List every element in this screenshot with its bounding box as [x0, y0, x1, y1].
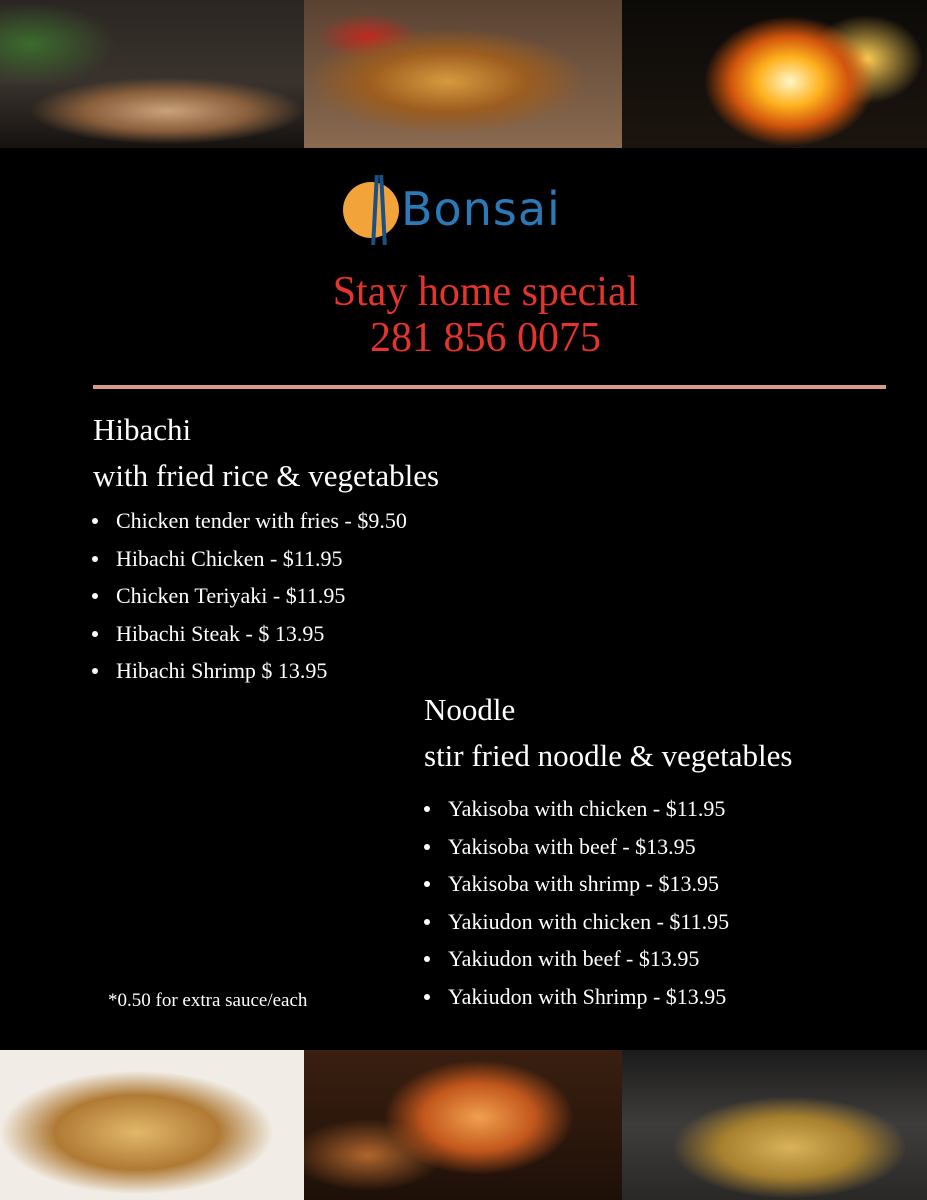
hibachi-subtitle: with fried rice & vegetables [93, 458, 440, 493]
hibachi-title: Hibachi [93, 412, 192, 447]
photo-yakisoba [304, 0, 622, 148]
bonsai-logo [343, 175, 588, 245]
menu-item: Yakiudon with beef - $13.95 [424, 946, 729, 984]
noodle-title: Noodle [424, 692, 516, 727]
menu-item: Hibachi Chicken - $11.95 [92, 546, 407, 584]
photo-flame [622, 0, 927, 148]
photo-hibachi-chicken [0, 0, 304, 148]
menu-item: Yakisoba with chicken - $11.95 [424, 796, 729, 834]
photo-shrimp [304, 1050, 622, 1200]
menu-item: Chicken tender with fries - $9.50 [92, 508, 407, 546]
top-photo-strip [0, 0, 927, 148]
menu-item: Hibachi Steak - $ 13.95 [92, 621, 407, 659]
hibachi-menu-list [92, 508, 407, 696]
menu-item: Yakiudon with Shrimp - $13.95 [424, 984, 729, 1022]
extra-sauce-note: *0.50 for extra sauce/each [108, 990, 308, 1011]
noodle-menu-list [424, 796, 729, 1022]
menu-item: Chicken Teriyaki - $11.95 [92, 583, 407, 621]
divider [93, 385, 886, 389]
headline-title: Stay home special [332, 269, 639, 315]
menu-item: Yakiudon with chicken - $11.95 [424, 909, 729, 947]
photo-yakiudon [0, 1050, 304, 1200]
headline-phone: 281 856 0075 [370, 315, 601, 361]
menu-item: Yakisoba with beef - $13.95 [424, 834, 729, 872]
photo-fried-rice [622, 1050, 927, 1200]
logo-text: Bonsai [401, 182, 561, 236]
menu-item: Yakisoba with shrimp - $13.95 [424, 871, 729, 909]
noodle-subtitle: stir fried noodle & vegetables [424, 738, 793, 773]
menu-item: Hibachi Shrimp $ 13.95 [92, 658, 407, 696]
bottom-photo-strip [0, 1050, 927, 1200]
